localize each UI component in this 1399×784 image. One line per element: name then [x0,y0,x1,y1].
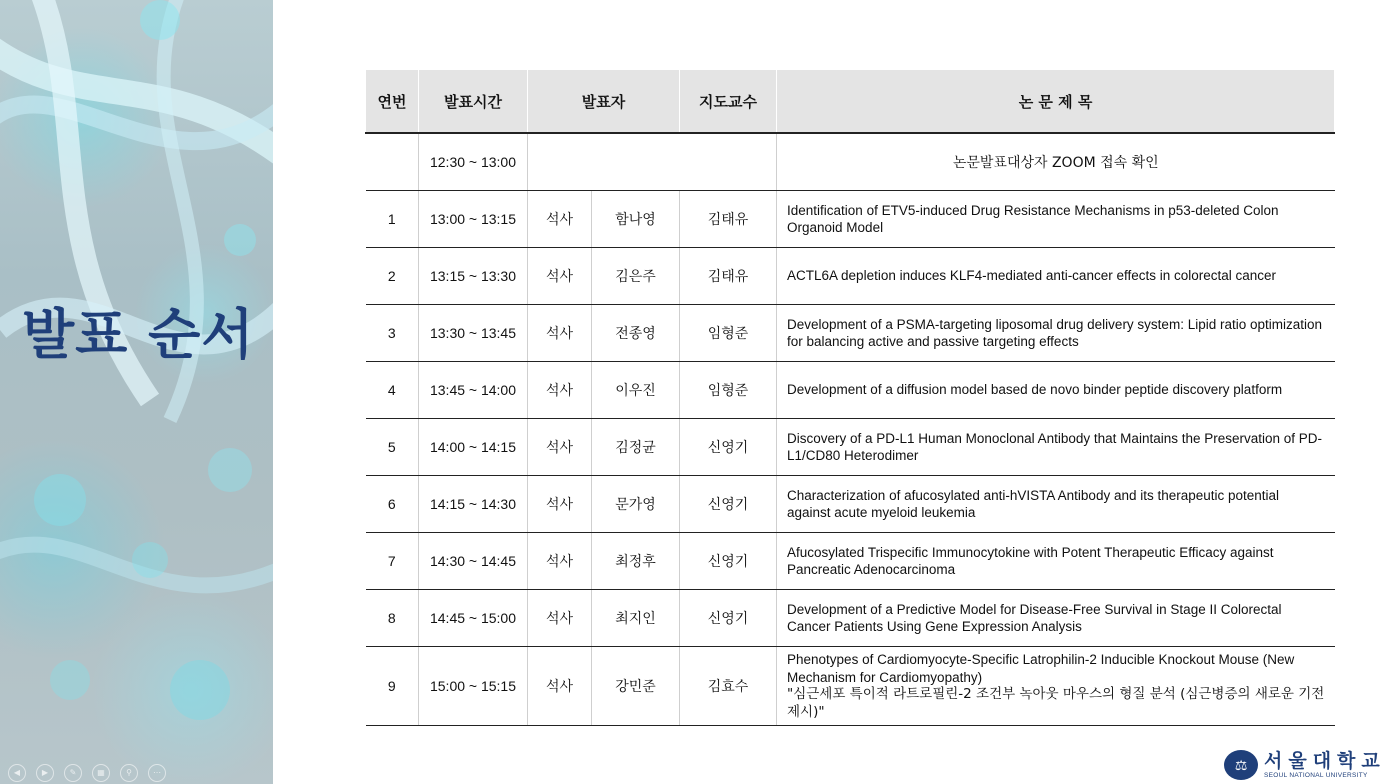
prev-icon[interactable]: ▶ [36,764,54,782]
cell-presenter: 이우진 [592,362,680,419]
cell-advisor: 신영기 [680,533,777,590]
cell-paper-title: Afucosylated Trispecific Immunocytokine with Potent Therapeutic Efficacy against Pancreatic Adenocarcinoma [777,533,1335,590]
paper-title-ko: "심근세포 특이적 라트로필린-2 조건부 녹아웃 마우스의 형질 분석 (심근병증의 새로운 기전 제시)" [787,686,1325,720]
cell-presenter: 최정후 [592,533,680,590]
cell-degree: 석사 [528,305,592,362]
table-row [366,533,1335,590]
cell-advisor: 신영기 [680,590,777,647]
cell-no: 8 [366,590,419,647]
paper-title-en: Phenotypes of Cardiomyocyte-Specific Latrophilin-2 Inducible Knockout Mouse (New Mechanism for Cardiomyopathy) [787,652,1295,685]
table-row [366,248,1335,305]
cell-time: 14:15 ~ 14:30 [419,476,528,533]
table-row [366,647,1335,726]
table-header-row [366,70,1335,133]
table-row [366,590,1335,647]
table-row [366,362,1335,419]
cell-time: 13:45 ~ 14:00 [419,362,528,419]
cell-no [366,133,419,191]
cell-time: 13:00 ~ 13:15 [419,191,528,248]
cell-advisor: 신영기 [680,476,777,533]
cell-presenter: 전종영 [592,305,680,362]
zoom-icon[interactable]: ⚲ [120,764,138,782]
cell-degree: 석사 [528,362,592,419]
cell-degree: 석사 [528,248,592,305]
cell-advisor: 김태유 [680,191,777,248]
cell-degree: 석사 [528,533,592,590]
cell-no: 7 [366,533,419,590]
cell-no: 1 [366,191,419,248]
cell-degree: 석사 [528,191,592,248]
cell-paper-title: Identification of ETV5-induced Drug Resistance Mechanisms in p53-deleted Colon Organoid Model [777,191,1335,248]
pen-icon[interactable]: ✎ [64,764,82,782]
cell-empty [528,133,777,191]
university-logo [1224,750,1386,780]
cell-degree: 석사 [528,647,592,726]
cell-paper-title: Development of a diffusion model based de novo binder peptide discovery platform [777,362,1335,419]
cell-no: 9 [366,647,419,726]
cell-time: 14:30 ~ 14:45 [419,533,528,590]
table-row [366,476,1335,533]
cell-advisor: 임형준 [680,362,777,419]
dna-helix-image [0,0,273,784]
cell-presenter: 함나영 [592,191,680,248]
cell-paper-title: Discovery of a PD-L1 Human Monoclonal Antibody that Maintains the Preservation of PD-L1/CD80 Heterodimer [777,419,1335,476]
cell-presenter: 문가영 [592,476,680,533]
header-paper-title: 논 문 제 목 [777,70,1335,133]
presentation-schedule-table [365,70,1335,726]
cell-degree: 석사 [528,590,592,647]
table-row [366,305,1335,362]
cell-no: 3 [366,305,419,362]
cell-presenter: 김정균 [592,419,680,476]
cell-no: 2 [366,248,419,305]
cell-notice: 논문발표대상자 ZOOM 접속 확인 [777,133,1335,191]
cell-no: 6 [366,476,419,533]
header-presenter: 발표자 [528,70,680,133]
header-no: 연번 [366,70,419,133]
slide-title: 발표 순서 [22,303,255,366]
cell-paper-title [777,647,1335,726]
cell-advisor: 김태유 [680,248,777,305]
cell-degree: 석사 [528,419,592,476]
cell-advisor: 임형준 [680,305,777,362]
cell-time: 14:00 ~ 14:15 [419,419,528,476]
cell-presenter: 최지인 [592,590,680,647]
cell-time: 13:15 ~ 13:30 [419,248,528,305]
cell-time: 12:30 ~ 13:00 [419,133,528,191]
cell-time: 15:00 ~ 15:15 [419,647,528,726]
cell-presenter: 김은주 [592,248,680,305]
cell-advisor: 신영기 [680,419,777,476]
more-icon[interactable]: ⋯ [148,764,166,782]
table-row [366,191,1335,248]
header-advisor: 지도교수 [680,70,777,133]
table-row-notice [366,133,1335,191]
cell-no: 4 [366,362,419,419]
logo-text [1264,750,1386,780]
cell-no: 5 [366,419,419,476]
snu-emblem-icon: ⚖ [1224,750,1258,780]
decorative-dna-panel [0,0,273,784]
cell-paper-title: Characterization of afucosylated anti-hVISTA Antibody and its therapeutic potential against acute myeloid leukemia [777,476,1335,533]
presentation-toolbar [8,764,166,782]
logo-korean: 서울대학교 [1264,750,1386,772]
cell-time: 13:30 ~ 13:45 [419,305,528,362]
cell-presenter: 강민준 [592,647,680,726]
grid-icon[interactable]: ▦ [92,764,110,782]
logo-english: SEOUL NATIONAL UNIVERSITY [1264,772,1368,779]
cell-time: 14:45 ~ 15:00 [419,590,528,647]
cell-advisor: 김효수 [680,647,777,726]
cell-paper-title: Development of a PSMA-targeting liposomal drug delivery system: Lipid ratio optimization for balancing active and passive targeting effects [777,305,1335,362]
cell-degree: 석사 [528,476,592,533]
cell-paper-title: Development of a Predictive Model for Disease-Free Survival in Stage II Colorectal Cancer Patients Using Gene Expression Analysis [777,590,1335,647]
cell-paper-title: ACTL6A depletion induces KLF4-mediated anti-cancer effects in colorectal cancer [777,248,1335,305]
table-row [366,419,1335,476]
play-icon[interactable]: ◀ [8,764,26,782]
header-time: 발표시간 [419,70,528,133]
